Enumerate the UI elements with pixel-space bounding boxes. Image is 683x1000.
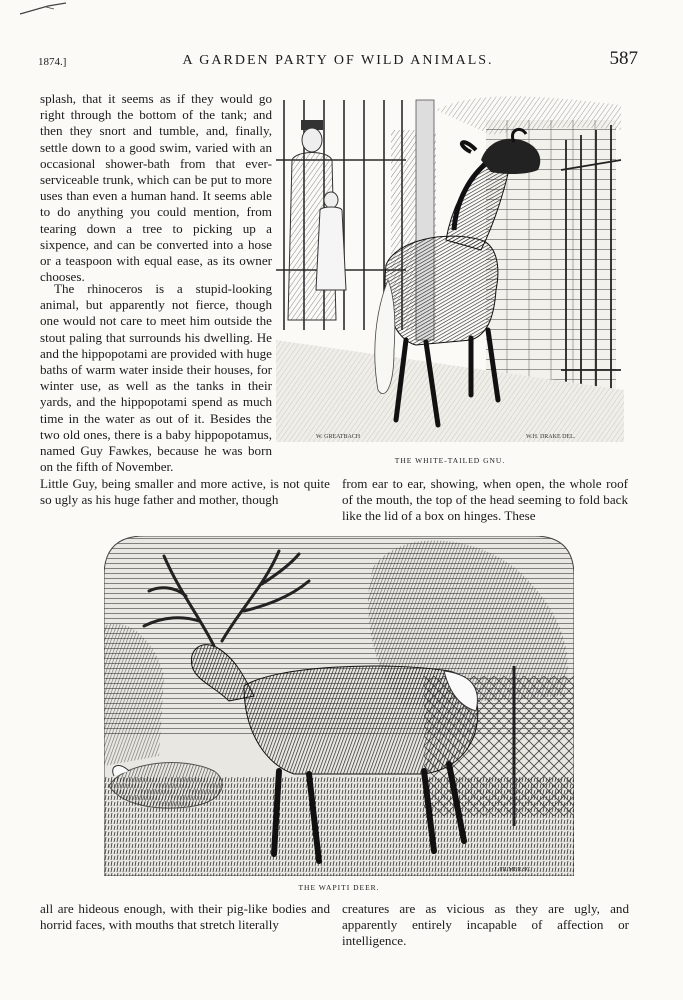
paragraph-rhinoceros: The rhinoceros is a stupid-looking animal, but apparently not fierce, though one would not care to meet him outside the stout paling that surrounds his dwelling. He and the hippopotami are provided with huge baths of warm water inside their houses, for winter use, as well as the tanks in their yards, and the hippopotami spend as much time in the water as out of it. Besides the two old ones, there is a baby hippopotamus, named Guy Fawkes, because he was born on the fifth of November. (40, 281, 272, 475)
deer-caption: THE WAPITI DEER. (298, 883, 380, 892)
page-number: 587 (609, 48, 638, 69)
paragraph-mouths: from ear to ear, showing, when open, the whole roof of the mouth, the top of the head seeming to fold back like the lid of a box on hinges. These (342, 476, 628, 524)
paragraph-vicious: creatures are as vicious as they are ugly, and apparently entirely incapable of affection or intelligence. (342, 901, 629, 949)
wapiti-deer-illustration (104, 536, 574, 876)
paragraph-hideous: all are hideous enough, with their pig-like bodies and horrid faces, with mouths that stretch literally (40, 901, 330, 933)
running-header (38, 50, 638, 72)
pen-mark (18, 2, 68, 16)
deer-signature: J. FILMER SC. (494, 867, 532, 873)
gnu-caption: THE WHITE-TAILED GNU. (394, 456, 506, 465)
paragraph-guy-fawkes: Little Guy, being smaller and more active, is not quite so ugly as his huge father and mother, though (40, 476, 330, 508)
header-year: 1874.] (38, 56, 67, 68)
gnu-illustration (276, 90, 624, 442)
gnu-signature-right: W.H. DRAKE DEL. (526, 434, 576, 440)
gnu-signature-left: W. GREATBACH (316, 434, 361, 440)
header-title: A GARDEN PARTY OF WILD ANIMALS. (182, 53, 494, 68)
paragraph-elephant: splash, that it seems as if they would go right through the bottom of the tank; and then they snort and tumble, and, finally, settle down to a good swim, varied with an occasional shower-bath from that ever-serviceable trunk, which can be put to more uses than even a human hand. It seems able to do anything you could mention, from tearing down a tree to picking up a sixpence, and can be converted into a hose or a teaspoon with equal ease, as its owner chooses. (40, 91, 272, 285)
